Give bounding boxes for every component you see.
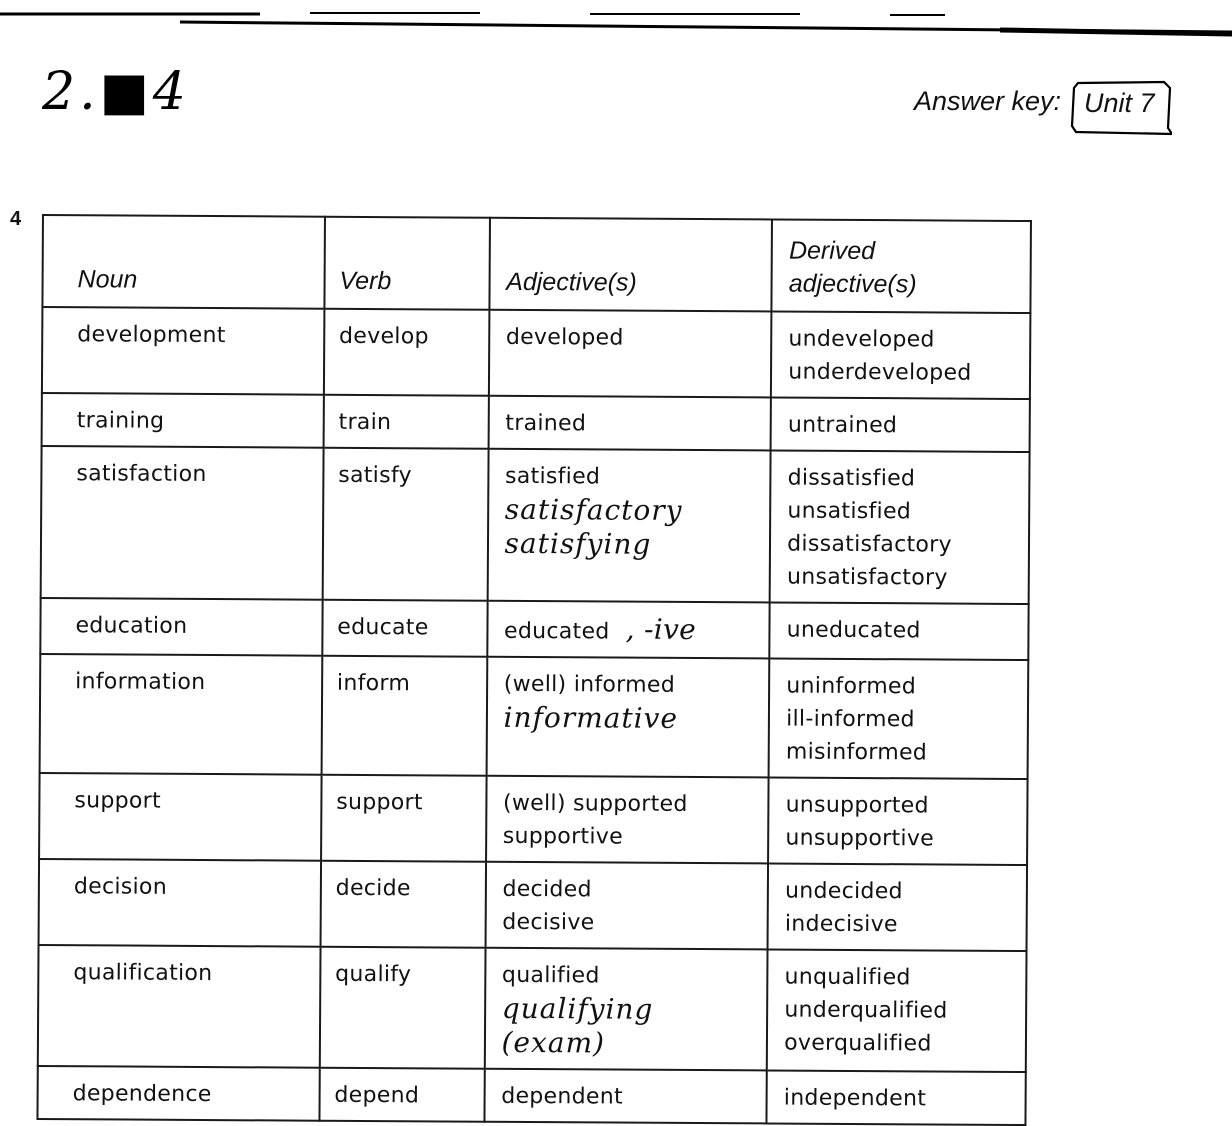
derived-adjective-item: unsupported bbox=[785, 792, 929, 819]
cell-verb: support bbox=[321, 775, 486, 862]
cell-derived-adjectives bbox=[770, 450, 1030, 604]
header-derived-line1: Derived bbox=[788, 236, 876, 266]
cell-noun: satisfaction bbox=[41, 446, 324, 600]
derived-adjective-item: underdeveloped bbox=[788, 359, 972, 386]
unit-label: Unit 7 bbox=[1084, 88, 1155, 118]
cell-noun: qualification bbox=[38, 945, 321, 1068]
handwritten-annotation: informative bbox=[503, 700, 679, 735]
cell-verb: inform bbox=[321, 656, 487, 776]
cell-derived-adjectives bbox=[767, 949, 1027, 1072]
derived-adjective-item: dissatisfactory bbox=[787, 531, 952, 558]
header-verb: Verb bbox=[324, 217, 489, 310]
derived-adjective-item: unsatisfactory bbox=[786, 564, 948, 591]
handwritten-annotation: satisfactory bbox=[504, 492, 683, 527]
cell-verb: decide bbox=[320, 861, 485, 948]
derived-adjective-item: unsatisfied bbox=[787, 498, 912, 525]
cell-derived-adjectives bbox=[770, 602, 1029, 660]
cell-adjectives bbox=[485, 862, 768, 950]
cell-noun: education bbox=[40, 598, 322, 656]
derived-adjective-item: unqualified bbox=[784, 964, 911, 991]
top-rule-lines bbox=[0, 10, 1232, 50]
derived-adjective-item: independent bbox=[783, 1085, 927, 1112]
adjective-item: (well) supported bbox=[502, 790, 688, 817]
cell-derived-adjectives bbox=[769, 658, 1029, 779]
derived-adjective-item: ill-informed bbox=[786, 706, 915, 733]
header-adjectives: Adjective(s) bbox=[489, 218, 772, 312]
cell-noun: support bbox=[39, 773, 321, 861]
cell-adjectives bbox=[487, 449, 771, 603]
derived-adjective-item: undecided bbox=[785, 878, 903, 905]
cell-verb: depend bbox=[319, 1068, 484, 1122]
derived-adjective-item: undeveloped bbox=[788, 326, 935, 353]
adjective-item: qualified bbox=[501, 962, 600, 989]
header-noun: Noun bbox=[42, 215, 324, 309]
handwritten-annotation: qualifying (exam) bbox=[501, 991, 654, 1060]
header-derived-line2: adjective(s) bbox=[788, 269, 917, 299]
cell-noun: development bbox=[42, 307, 324, 395]
cell-derived-adjectives bbox=[767, 1070, 1026, 1125]
derived-adjective-item: dissatisfied bbox=[787, 465, 916, 492]
handwritten-annotation: satisfying bbox=[504, 526, 652, 561]
derived-adjective-item: untrained bbox=[787, 412, 898, 439]
adjective-item: (well) informed bbox=[503, 671, 676, 698]
adjective-item: decided bbox=[502, 876, 592, 903]
derived-adjective-item: indecisive bbox=[784, 911, 898, 938]
cell-adjectives bbox=[484, 948, 767, 1071]
table-row bbox=[42, 393, 1030, 452]
cell-noun: dependence bbox=[37, 1066, 319, 1121]
cell-adjectives bbox=[488, 396, 771, 451]
table-row bbox=[41, 446, 1030, 604]
table-row bbox=[40, 654, 1029, 779]
derived-adjective-item: underqualified bbox=[784, 997, 948, 1024]
table-row bbox=[42, 307, 1031, 399]
cell-adjectives bbox=[486, 776, 769, 864]
exercise-number: 4 bbox=[10, 208, 22, 230]
table-row bbox=[39, 773, 1028, 865]
cell-noun: training bbox=[42, 393, 324, 448]
derived-adjective-item: unsupportive bbox=[785, 825, 935, 852]
cell-verb: satisfy bbox=[322, 448, 488, 601]
cell-verb: qualify bbox=[320, 947, 486, 1069]
cell-verb: educate bbox=[322, 600, 487, 657]
cell-noun: decision bbox=[39, 859, 321, 947]
derived-adjective-item: overqualified bbox=[784, 1030, 932, 1057]
cell-noun: information bbox=[40, 654, 323, 775]
cell-adjectives bbox=[487, 601, 770, 659]
cell-adjectives bbox=[486, 657, 769, 778]
cell-adjectives bbox=[489, 310, 772, 398]
cell-derived-adjectives bbox=[768, 863, 1027, 951]
derived-adjective-item: uninformed bbox=[786, 673, 917, 700]
adjective-item: developed bbox=[505, 324, 624, 351]
adjective-item: supportive bbox=[502, 823, 624, 850]
cell-derived-adjectives bbox=[768, 777, 1027, 865]
header-derived-adjectives bbox=[772, 219, 1031, 313]
answer-key-label: Answer key: bbox=[914, 86, 1062, 116]
handwritten-annotation-inline: , -ive bbox=[625, 612, 697, 647]
table-row bbox=[38, 945, 1027, 1072]
derived-adjective-item: uneducated bbox=[786, 617, 921, 644]
cell-verb: train bbox=[323, 395, 488, 449]
adjective-item: educated bbox=[503, 618, 610, 645]
adjective-item: satisfied bbox=[504, 463, 601, 490]
table-row bbox=[37, 1066, 1025, 1125]
cell-adjectives bbox=[484, 1069, 767, 1124]
cell-verb: develop bbox=[324, 309, 489, 396]
adjective-item: dependent bbox=[501, 1083, 624, 1110]
table-header-row bbox=[42, 215, 1031, 313]
handwritten-page-number: 2.■4 bbox=[42, 62, 190, 122]
cell-derived-adjectives bbox=[771, 311, 1030, 399]
derived-adjective-item: misinformed bbox=[785, 739, 928, 766]
cell-derived-adjectives bbox=[771, 397, 1030, 452]
table-row bbox=[40, 598, 1028, 660]
table-row bbox=[39, 859, 1028, 951]
word-formation-table bbox=[36, 214, 1032, 1126]
table-body bbox=[37, 307, 1030, 1125]
adjective-item: decisive bbox=[502, 909, 595, 936]
adjective-item: trained bbox=[505, 410, 587, 437]
